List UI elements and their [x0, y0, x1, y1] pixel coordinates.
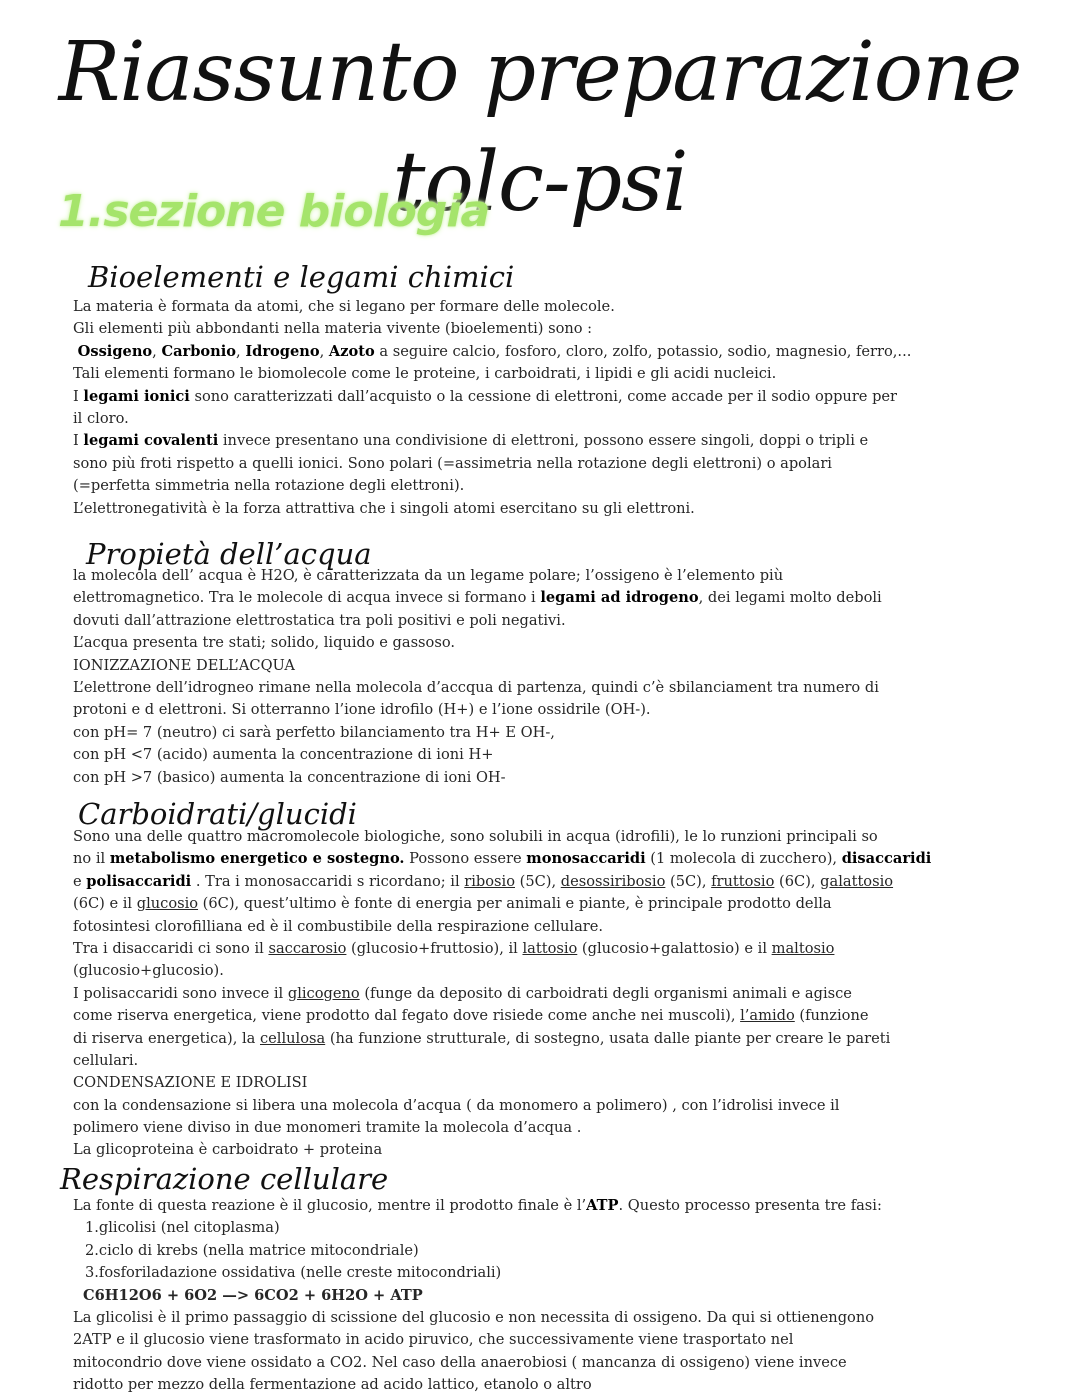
text-line: di riserva energetica), la cellulosa (ha funzione strutturale, di sostegno, usata dalle piante per creare le pareti — [73, 1029, 891, 1047]
text-line: La materia è formata da atomi, che si legano per formare delle molecole. — [73, 298, 615, 315]
underlined-term: l’amido — [740, 1007, 795, 1025]
paragraph-respirazione — [73, 1195, 888, 1397]
text-line: (6C) e il glucosio (6C), quest’ultimo è fonte di energia per animali e piante, è principale prodotto della — [73, 895, 832, 913]
underlined-term: desossiribosio — [560, 872, 666, 890]
text-line: La fonte di questa reazione è il glucosio, mentre il prodotto finale è l’ATP. Questo processo presenta tre fasi: — [73, 1197, 882, 1214]
page-title: Riassunto preparazione tolc-psi — [58, 25, 1022, 230]
text-line: ridotto per mezzo della fermentazione ad acido lattico, etanolo o altro — [73, 1376, 592, 1394]
text-line: e polisaccaridi . Tra i monosaccaridi s ricordano; il ribosio (5C), desossiribosio (5C), fruttosio (6C), galattosio — [73, 872, 894, 890]
text-line: (glucosio+glucosio). — [73, 962, 224, 980]
underlined-term: ribosio — [464, 872, 515, 890]
list-item: 1.glicolisi (nel citoplasma) — [85, 1219, 280, 1237]
bold-term: disaccaridi — [841, 850, 932, 868]
text-line: Gli elementi più abbondanti nella materia vivente (bioelementi) sono : — [73, 320, 593, 338]
text-line: no il metabolismo energetico e sostegno. Possono essere monosaccaridi (1 molecola di zucchero), disaccaridi — [73, 850, 932, 868]
bold-term: ATP — [586, 1197, 619, 1214]
text-line: L’elettrone dell’idrogneo rimane nella molecola d’accqua di partenza, quindi c’è sbilanciament tra numero di — [73, 678, 879, 696]
heading-respirazione: Respirazione cellulare — [60, 1162, 389, 1196]
underlined-term: lattosio — [522, 939, 578, 957]
text-line: come riserva energetica, viene prodotto dal fegato dove risiede come anche nei muscoli), l’amido (funzione — [73, 1007, 869, 1025]
paragraph-carboidrati — [73, 826, 932, 1162]
bold-term: legami ad idrogeno — [540, 589, 699, 607]
text-line: (=perfetta simmetria nella rotazione degli elettroni). — [73, 477, 465, 495]
paragraph-bioelementi — [73, 296, 912, 520]
text-line: elettromagnetico. Tra le molecole di acqua invece si formano i legami ad idrogeno, dei legami molto deboli — [73, 589, 882, 607]
underlined-term: cellulosa — [260, 1029, 326, 1047]
text-line: Tali elementi formano le biomolecole come le proteine, i carboidrati, i lipidi e gli acidi nucleici. — [73, 365, 777, 383]
subheading: CONDENSAZIONE E IDROLISI — [73, 1074, 308, 1092]
text-line: la molecola dell’ acqua è H2O, è caratterizzata da un legame polare; l’ossigeno è l’elemento più — [73, 567, 784, 584]
text-line: con pH= 7 (neutro) ci sarà perfetto bilanciamento tra H+ E OH-, — [73, 723, 555, 741]
text-line: protoni e d elettroni. Si otterranno l’ione idrofilo (H+) e l’ione ossidrile (OH-). — [73, 701, 651, 719]
bold-term: legami ionici — [83, 387, 190, 405]
text-line: Tra i disaccaridi ci sono il saccarosio (glucosio+fruttosio), il lattosio (glucosio+galattosio) e il maltosio — [73, 939, 835, 957]
text-line: con la condensazione si libera una molecola d’acqua ( da monomero a polimero) , con l’idrolisi invece il — [73, 1096, 840, 1114]
list-item: 3.fosforiladazione ossidativa (nelle creste mitocondriali) — [85, 1264, 502, 1282]
text-line: cellulari. — [73, 1051, 139, 1069]
heading-carboidrati: Carboidrati/glucidi — [78, 797, 357, 831]
text-line: dovuti dall’attrazione elettrostatica tra poli positivi e poli negativi. — [73, 611, 566, 629]
subheading: IONIZZAZIONE DELL’ACQUA — [73, 656, 295, 674]
underlined-term: glicogeno — [287, 984, 360, 1002]
underlined-term: glucosio — [136, 895, 199, 913]
text-line: sono più froti rispetto a quelli ionici. Sono polari (=assimetria nella rotazione degli elettroni) o apolari — [73, 454, 832, 472]
underlined-term: saccarosio — [268, 939, 347, 957]
reaction-formula: C6H12O6 + 6O2 —> 6CO2 + 6H2O + ATP — [83, 1286, 423, 1304]
underlined-term: maltosio — [771, 939, 835, 957]
underlined-term: galattosio — [820, 872, 894, 890]
text-line: L’elettronegatività è la forza attrattiva che i singoli atomi esercitano su gli elettroni. — [73, 499, 695, 517]
bold-term: Idrogeno — [245, 342, 320, 360]
text-line: mitocondrio dove viene ossidato a CO2. Nel caso della anaerobiosi ( mancanza di ossigeno) viene invece — [73, 1353, 847, 1371]
text-line: I legami ionici sono caratterizzati dall’acquisto o la cessione di elettroni, come accade per il sodio oppure per — [73, 387, 898, 405]
bold-term: metabolismo energetico e sostegno. — [109, 850, 405, 868]
text-line: fotosintesi clorofilliana ed è il combustibile della respirazione cellulare. — [73, 917, 604, 935]
text-line: Sono una delle quattro macromolecole biologiche, sono solubili in acqua (idrofili), le lo runzioni principali so — [73, 828, 878, 845]
text-line: Ossigeno, Carbonio, Idrogeno, Azoto a seguire calcio, fosforo, cloro, zolfo, potassio, sodio, magnesio, ferro,... — [77, 342, 912, 360]
text-line: L’acqua presenta tre stati; solido, liquido e gassoso. — [73, 634, 455, 652]
paragraph-acqua — [73, 565, 888, 789]
section-title: 1.sezione biologia — [58, 186, 490, 237]
text-line: I legami covalenti invece presentano una condivisione di elettroni, possono essere singoli, doppi o tripli e — [73, 432, 869, 450]
text-line: con pH <7 (acido) aumenta la concentrazione di ioni H+ — [73, 746, 494, 764]
text-line: 2ATP e il glucosio viene trasformato in acido piruvico, che successivamente viene trasportato nel — [73, 1331, 794, 1349]
underlined-term: fruttosio — [711, 872, 775, 890]
list-item: 2.ciclo di krebs (nella matrice mitocondriale) — [85, 1241, 419, 1259]
bold-term: legami covalenti — [83, 432, 219, 450]
bold-term: Azoto — [328, 342, 375, 360]
text-line: con pH >7 (basico) aumenta la concentrazione di ioni OH- — [73, 768, 506, 786]
heading-bioelementi: Bioelementi e legami chimici — [88, 260, 515, 294]
heading-acqua: Propietà dell’acqua — [86, 537, 372, 571]
text-line: La glicolisi è il primo passaggio di scissione del glucosio e non necessita di ossigeno. Da qui si ottienengono — [73, 1308, 875, 1326]
phase-list — [73, 1217, 888, 1284]
bold-term: Carbonio — [161, 342, 237, 360]
text-line: La glicoproteina è carboidrato + proteina — [73, 1141, 383, 1159]
text-line: il cloro. — [73, 409, 129, 427]
bold-term: polisaccaridi — [86, 872, 192, 890]
bold-term: monosaccaridi — [526, 850, 646, 868]
text-line: I polisaccaridi sono invece il glicogeno (funge da deposito di carboidrati degli organismi animali e agisce — [73, 984, 852, 1002]
text-line: polimero viene diviso in due monomeri tramite la molecola d’acqua . — [73, 1119, 582, 1137]
bold-term: Ossigeno — [77, 342, 153, 360]
